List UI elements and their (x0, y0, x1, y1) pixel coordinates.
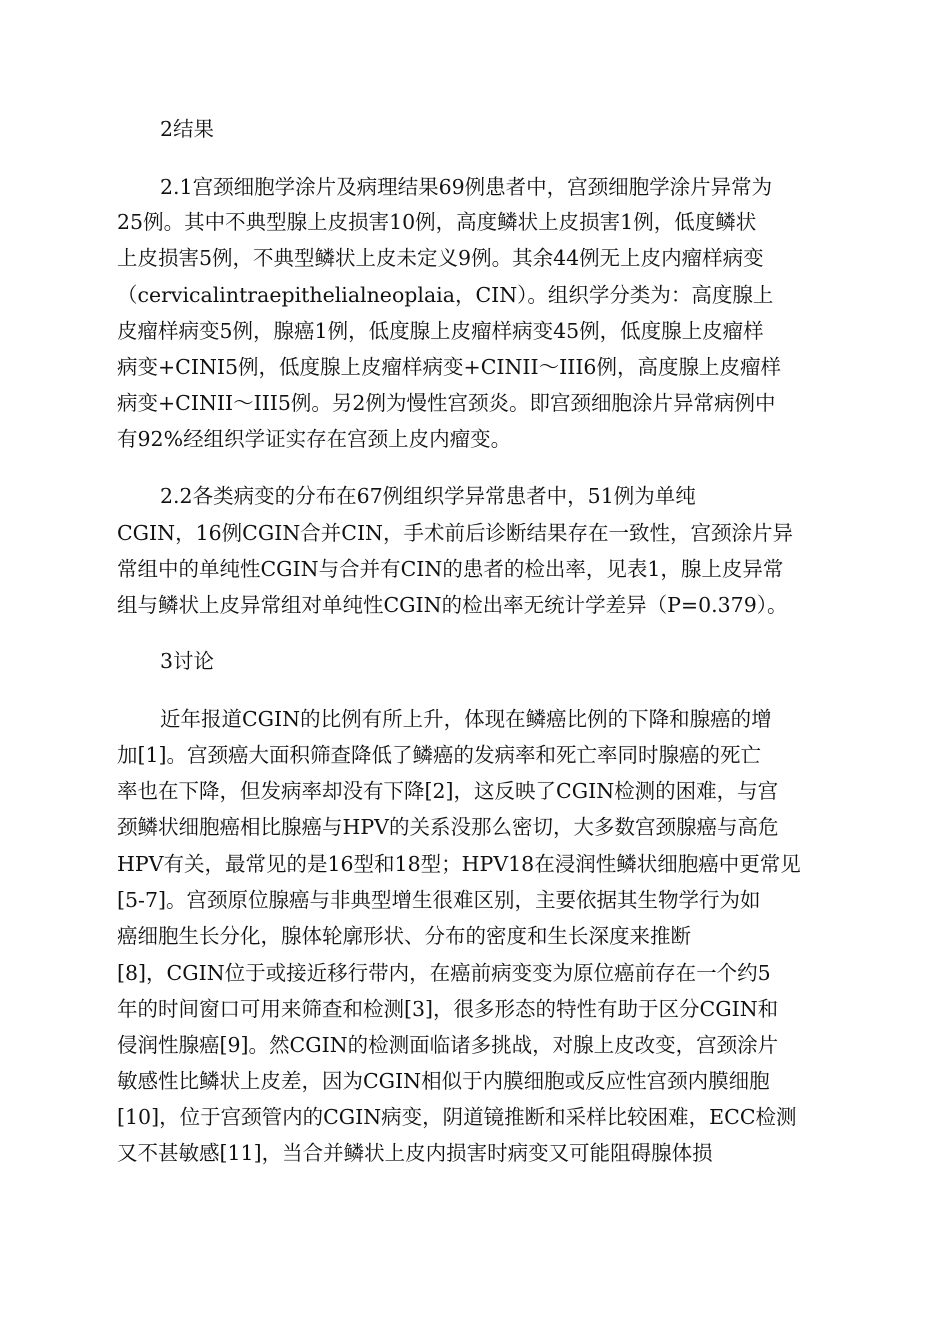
paragraph-3-line: [5-7]。宫颈原位腺癌与非典型增生很难区别，主要依据其生物学行为如 (117, 888, 761, 912)
paragraph-3-line: 侵润性腺癌[9]。然CGIN的检测面临诸多挑战，对腺上皮改变，宫颈涂片 (117, 1033, 779, 1057)
paragraph-2-2-line: 2.2各类病变的分布在67例组织学异常患者中，51例为单纯 (160, 484, 696, 508)
paragraph-3-line: 近年报道CGIN的比例有所上升，体现在鳞癌比例的下降和腺癌的增 (160, 707, 772, 731)
paragraph-2-1-line: 有92%经组织学证实存在宫颈上皮内瘤变。 (117, 427, 512, 451)
paragraph-3-line: 加[1]。宫颈癌大面积筛查降低了鳞癌的发病率和死亡率同时腺癌的死亡 (117, 743, 762, 767)
paragraph-3-line: 癌细胞生长分化，腺体轮廓形状、分布的密度和生长深度来推断 (117, 924, 691, 948)
paragraph-2-1-line: 25例。其中不典型腺上皮损害10例，高度鳞状上皮损害1例，低度鳞状 (117, 210, 757, 234)
paragraph-3-line: 率也在下降，但发病率却没有下降[2]，这反映了CGIN检测的困难，与宫 (117, 779, 779, 803)
paragraph-3-line: 颈鳞状细胞癌相比腺癌与HPV的关系没那么密切，大多数宫颈腺癌与高危 (117, 815, 779, 839)
paragraph-3-line: [8]，CGIN位于或接近移行带内，在癌前病变变为原位癌前存在一个约5 (117, 961, 771, 985)
paragraph-2-1-line: 上皮损害5例，不典型鳞状上皮未定义9例。其余44例无上皮内瘤样病变 (117, 246, 764, 270)
results-heading: 2结果 (160, 117, 215, 141)
paragraph-3-line: [10]，位于宫颈管内的CGIN病变，阴道镜推断和采样比较困难，ECC检测 (117, 1105, 797, 1129)
paragraph-3-line: 又不甚敏感[11]，当合并鳞状上皮内损害时病变又可能阻碍腺体损 (117, 1141, 713, 1165)
paragraph-3-line: HPV有关，最常见的是16型和18型；HPV18在浸润性鳞状细胞癌中更常见 (117, 852, 801, 876)
paragraph-2-1-line: （cervicalintraepithelialneoplaia，CIN）。组织学分类为：高度腺上 (117, 283, 774, 307)
paragraph-2-1-line: 病变+CINII～III5例。另2例为慢性宫颈炎。即宫颈细胞涂片异常病例中 (117, 391, 776, 415)
paragraph-2-1-line: 皮瘤样病变5例，腺癌1例，低度腺上皮瘤样病变45例，低度腺上皮瘤样 (117, 319, 764, 343)
paragraph-2-2-line: 常组中的单纯性CGIN与合并有CIN的患者的检出率，见表1，腺上皮异常 (117, 557, 784, 581)
discussion-heading: 3讨论 (160, 649, 215, 673)
paragraph-2-1-line: 病变+CINI5例，低度腺上皮瘤样病变+CINII～III6例，高度腺上皮瘤样 (117, 355, 781, 379)
paragraph-2-1-line: 2.1宫颈细胞学涂片及病理结果69例患者中，宫颈细胞学涂片异常为 (160, 175, 773, 199)
paragraph-3-line: 敏感性比鳞状上皮差，因为CGIN相似于内膜细胞或反应性宫颈内膜细胞 (117, 1069, 770, 1093)
paragraph-3-line: 年的时间窗口可用来筛查和检测[3]，很多形态的特性有助于区分CGIN和 (117, 997, 779, 1021)
paragraph-2-2-line: 组与鳞状上皮异常组对单纯性CGIN的检出率无统计学差异（P=0.379）。 (117, 593, 788, 617)
paragraph-2-2-line: CGIN，16例CGIN合并CIN，手术前后诊断结果存在一致性，宫颈涂片异 (117, 521, 793, 545)
